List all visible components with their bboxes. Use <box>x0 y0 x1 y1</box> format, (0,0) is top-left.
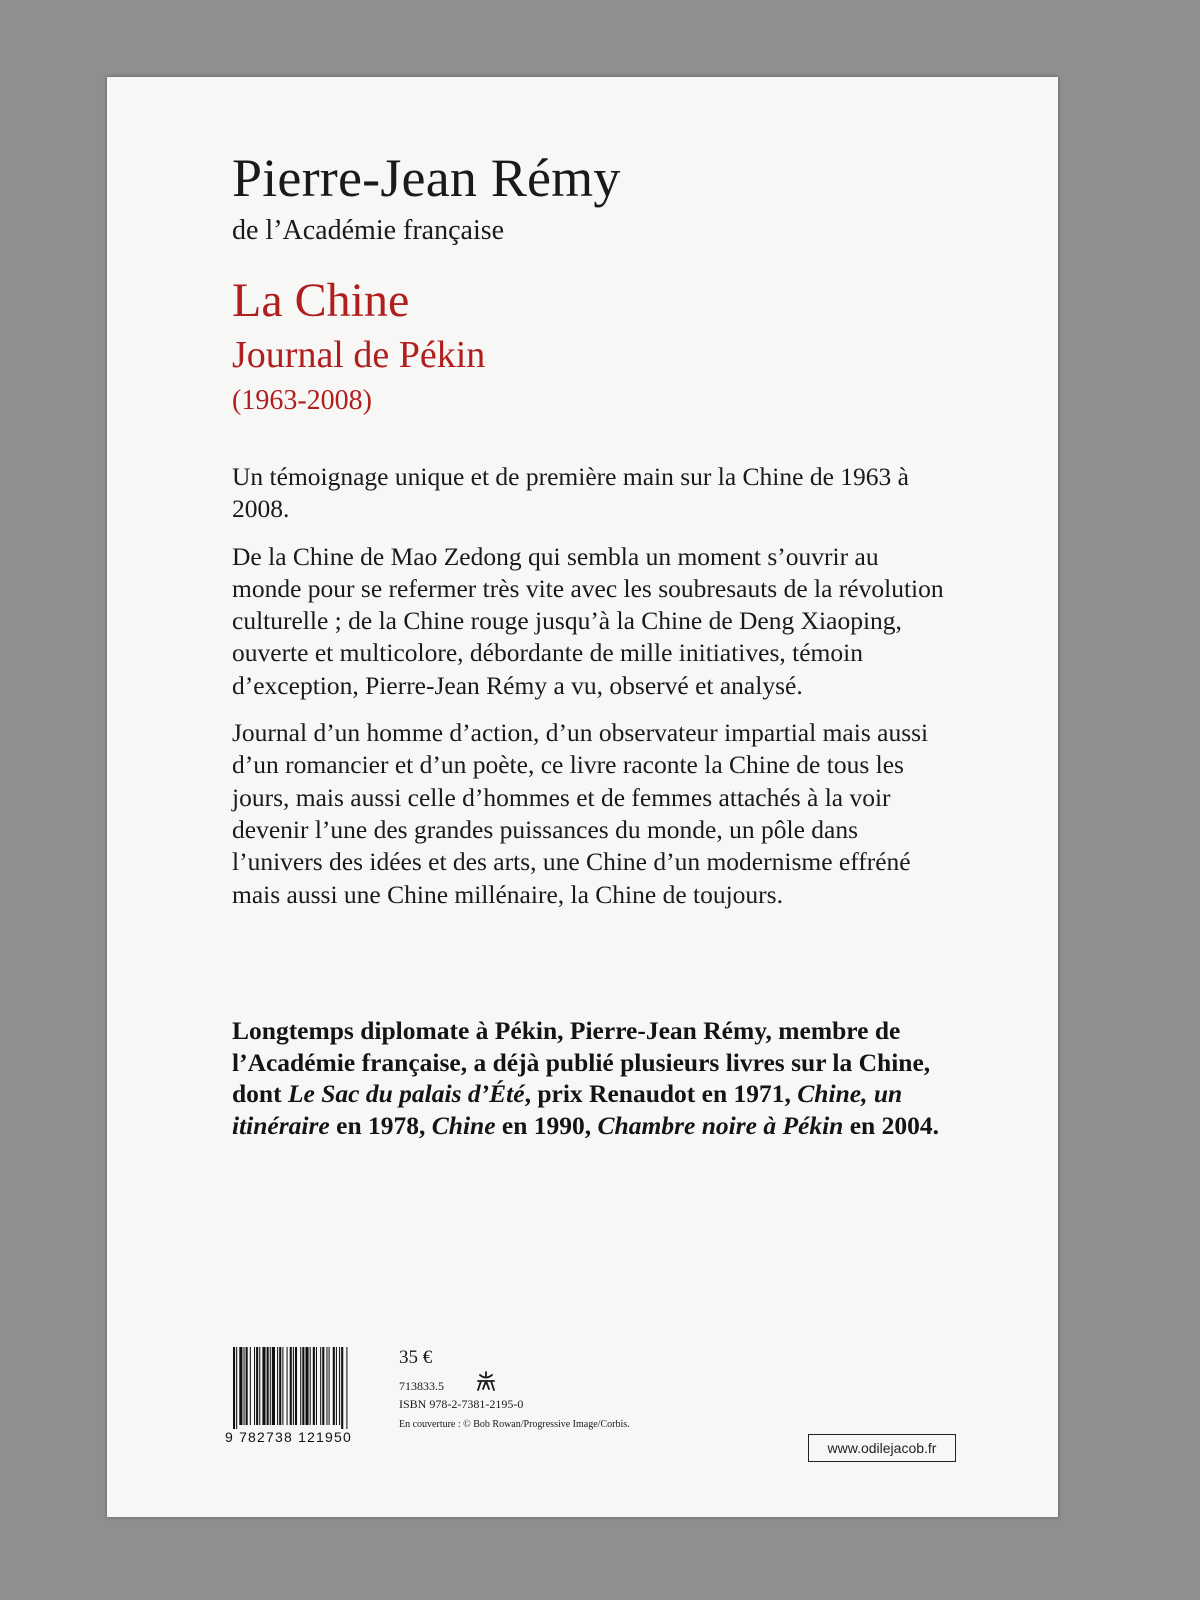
barcode-bars <box>225 1347 391 1429</box>
barcode-bar <box>233 1347 235 1429</box>
barcode-digits: 9 782738 121950 <box>225 1429 352 1445</box>
barcode-bar <box>313 1347 315 1425</box>
barcode-bar <box>287 1347 288 1425</box>
barcode-bar <box>329 1347 330 1425</box>
barcode-bar <box>272 1347 275 1425</box>
blurb-paragraph: Journal d’un homme d’action, d’un observateur impartial mais aussi d’un romancier et d’un poète, ce livre raconte la Chine de tous les jours, mais aussi celle d’hommes et de femmes attachés à la voir devenir l’une des grandes puissances du monde, un pôle dans l’univers des idées et des arts, une Chine d’un modernisme effréné mais aussi une Chine millénaire, la Chine de toujours. <box>232 718 929 909</box>
bio-text: en 1978, <box>329 1110 432 1140</box>
barcode-bar <box>246 1347 248 1425</box>
barcode-bar <box>320 1347 321 1425</box>
barcode-bar <box>267 1347 269 1425</box>
barcode-bar <box>336 1347 337 1425</box>
barcode-bar <box>322 1347 324 1425</box>
barcode-bar <box>339 1347 340 1425</box>
barcode-bar <box>236 1347 237 1429</box>
isbn: ISBN 978-2-7381-2195-0 <box>399 1397 524 1411</box>
barcode-bar <box>254 1347 255 1425</box>
bio-text: en 2004. <box>843 1110 939 1140</box>
bio-book-title: Chambre noire à Pékin <box>597 1110 844 1140</box>
barcode-bar <box>295 1347 297 1425</box>
barcode-bar <box>250 1347 251 1425</box>
barcode-bar <box>310 1347 311 1425</box>
barcode-bar <box>244 1347 245 1425</box>
bio-book-title: Chine, un itinéraire <box>232 1079 903 1140</box>
barcode-bar <box>262 1347 265 1425</box>
barcode-bar <box>259 1347 260 1425</box>
book-title: La Chine <box>232 274 410 327</box>
barcode <box>225 1347 391 1447</box>
bio-text: Longtemps diplomate à Pékin, Pierre-Jean Rémy, membre de l’Académie française, a déjà publié plusieurs livres sur la Chine, dont <box>232 1016 931 1109</box>
barcode-bar <box>316 1347 317 1425</box>
barcode-bar <box>277 1347 278 1425</box>
barcode-bar <box>256 1347 258 1425</box>
barcode-bar <box>333 1347 335 1425</box>
book-back-cover <box>107 77 1058 1517</box>
book-dates: (1963-2008) <box>232 385 372 416</box>
book-subtitle: Journal de Pékin <box>232 334 486 376</box>
publisher-logo-icon <box>475 1371 497 1391</box>
barcode-bar <box>302 1347 304 1425</box>
barcode-bar <box>346 1347 347 1429</box>
barcode-bar <box>279 1347 281 1425</box>
barcode-bar <box>300 1347 301 1425</box>
barcode-bar <box>270 1347 271 1425</box>
blurb-paragraph: De la Chine de Mao Zedong qui sembla un moment s’ouvrir au monde pour se refermer très vite avec les soubresauts de la révolution culturelle ; de la Chine rouge jusqu’à la Chine de Deng Xiaoping, ouverte et multicolore, débordante de mille initiatives, témoin d’exception, Pierre-Jean Rémy a vu, observé et analysé. <box>232 541 944 700</box>
blurb <box>232 461 952 926</box>
bio-text: , prix Renaudot en 1971, <box>524 1079 798 1109</box>
barcode-bar <box>326 1347 327 1425</box>
barcode-bar <box>239 1347 242 1425</box>
author-bio <box>232 1015 962 1141</box>
bio-text: en 1990, <box>495 1110 598 1140</box>
bio-book-title: Chine <box>431 1110 496 1140</box>
publisher-url: www.odilejacob.fr <box>808 1434 956 1462</box>
author-affiliation: de l’Académie française <box>232 215 505 246</box>
barcode-bar <box>341 1347 343 1429</box>
product-code: 713833.5 <box>399 1379 444 1393</box>
barcode-bar <box>305 1347 308 1425</box>
barcode-bar <box>293 1347 294 1425</box>
price: 35 € <box>399 1347 433 1368</box>
blurb-paragraph: Un témoignage unique et de première main sur la Chine de 1963 à 2008. <box>232 462 909 524</box>
barcode-bar <box>290 1347 292 1425</box>
barcode-bar <box>282 1347 283 1425</box>
author-name: Pierre-Jean Rémy <box>232 148 621 208</box>
cover-credit: En couverture : © Bob Rowan/Progressive Image/Corbis. <box>399 1419 630 1430</box>
bio-book-title: Le Sac du palais d’Été <box>287 1079 525 1109</box>
